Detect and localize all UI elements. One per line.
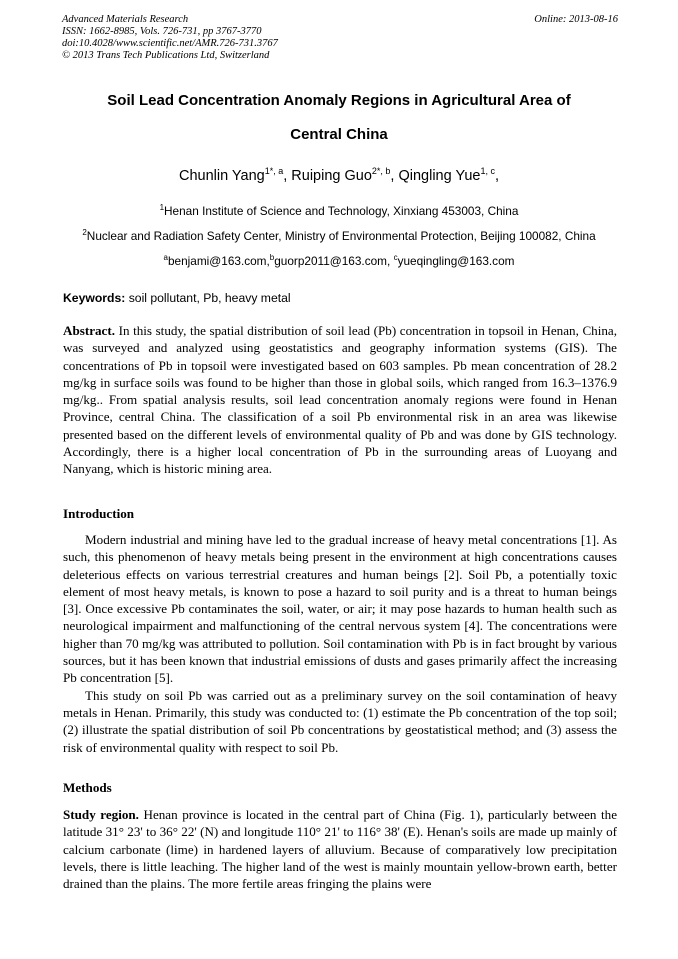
methods-heading: Methods xyxy=(63,780,112,795)
journal-doi: doi:10.4028/www.scientific.net/AMR.726-731.3767 xyxy=(62,38,278,49)
email-marker: b xyxy=(269,253,275,262)
abstract xyxy=(63,322,617,478)
paper-title-line-2: Central China xyxy=(290,126,388,143)
author-superscript: 2*, b xyxy=(371,166,391,176)
journal-issn: ISSN: 1662-8985, Vols. 726-731, pp 3767-3770 xyxy=(62,26,262,37)
journal-copyright: © 2013 Trans Tech Publications Ltd, Switzerland xyxy=(62,50,270,61)
affiliation-text: Henan Institute of Science and Technology, Xinxiang 453003, China xyxy=(164,203,519,218)
online-date: Online: 2013-08-16 xyxy=(534,14,618,25)
study-region-text: Henan province is located in the central part of China (Fig. 1), particularly between the latitude 31° 23' to 36° 22' (N) and longitude 110° 21' to 116° 38' (E). Henan's soils are made up mainly of calcium carbonate (lime) in hardened layers of alluvium. Because of comparatively low precipitation levels, there is little leaching. The higher land of the west is mainly mountain yellow-brown earth, better drained than the plains. The more fertile areas fringing the plains were xyxy=(63,807,618,892)
study-region-label: Study region. xyxy=(63,807,139,822)
paragraph: This study on soil Pb was carried out as a preliminary survey on the soil contamination of heavy metals in Henan. Primarily, this study was conducted to: (1) estimate the Pb concentration of the top soil; (2) illustrate the spatial distribution of soil Pb concentrations by geostatistical method; and (3) assess the risk of environmental quality with respect to soil Pb. xyxy=(63,687,617,755)
affiliation-marker: 2 xyxy=(82,228,87,237)
affiliation-text: Nuclear and Radiation Safety Center, Ministry of Environmental Protection, Beijing 100082, China xyxy=(86,228,596,243)
email-line xyxy=(40,253,638,268)
journal-name: Advanced Materials Research xyxy=(62,14,189,25)
email-marker: a xyxy=(163,253,168,262)
abstract-label: Abstract. xyxy=(63,323,115,338)
affiliation-1 xyxy=(40,203,638,218)
author-name: Chunlin Yang xyxy=(178,167,265,184)
author-list: Chunlin Yang$^{1*, a}$, Ruiping Guo$^{2*, b}$, Qingling Yue$^{1, c}$, xyxy=(178,166,499,184)
affiliation-2 xyxy=(40,228,638,243)
email-link[interactable]: guorp2011@163.com, xyxy=(274,253,394,268)
paragraph: Modern industrial and mining have led to the gradual increase of heavy metal concentrations [1]. As such, this phenomenon of heavy metals being present in the environment at high concentrations causes deleterious effects on various terrestrial creatures and human beings [2]. Soil Pb, a potentially toxic element of most heavy metals, is known to pose a hazard to soil purity and is a threat to human beings [3]. Once excessive Pb contaminates the soil, water, or air; it may pose hazards to human health such as neurological impairment and malfunctioning of the central nervous system [4]. The concentrations were higher than 70 mg/kg was attributed to pollution. Soil contamination with Pb is in fact brought by various sources, but it has been known that industrial emissions of dusts and gases primarily affect the increasing Pb concentration [5]. xyxy=(63,532,617,686)
author-superscript: 1, c xyxy=(480,166,495,176)
author-name: Ruiping Guo xyxy=(291,167,372,184)
affiliation-marker: 1 xyxy=(159,203,165,212)
email-link[interactable]: yueqingling@163.com xyxy=(397,253,515,268)
keywords xyxy=(63,291,291,305)
author-name: Qingling Yue xyxy=(398,167,481,184)
email-link[interactable]: benjami@163.com, xyxy=(167,253,270,268)
introduction-heading: Introduction xyxy=(63,506,135,521)
keywords-label: Keywords: xyxy=(63,291,126,305)
methods-body xyxy=(63,806,617,892)
email-marker: c xyxy=(393,253,398,262)
keywords-text: soil pollutant, Pb, heavy metal xyxy=(125,291,291,305)
journal-header xyxy=(62,14,618,62)
introduction-body xyxy=(63,531,617,756)
abstract-text: In this study, the spatial distribution of soil lead (Pb) concentration in topsoil in Henan, China, was surveyed and analyzed using geostatistics and geography information systems (GIS). The concentrations of Pb in topsoil were investigated based on 603 samples. Pb mean concentration of 28.2 mg/kg in surface soils was found to be higher than those in global soils, which ranged from 16.3–1376.9 mg/kg.. From spatial analysis results, soil lead concentration anomaly regions were found in Henan Province, central China. The classification of a soil Pb environmental risk in an area was likewise presented based on the different levels of environmental quality of Pb and was done by GIS technology. Accordingly, there is a higher local concentration of Pb in the surrounding areas of Luoyang and Nanyang, which is historic mining area. xyxy=(63,323,617,477)
paper-title-line-1: Soil Lead Concentration Anomaly Regions in Agricultural Area of xyxy=(107,92,571,109)
author-superscript: 1*, a xyxy=(264,166,284,176)
